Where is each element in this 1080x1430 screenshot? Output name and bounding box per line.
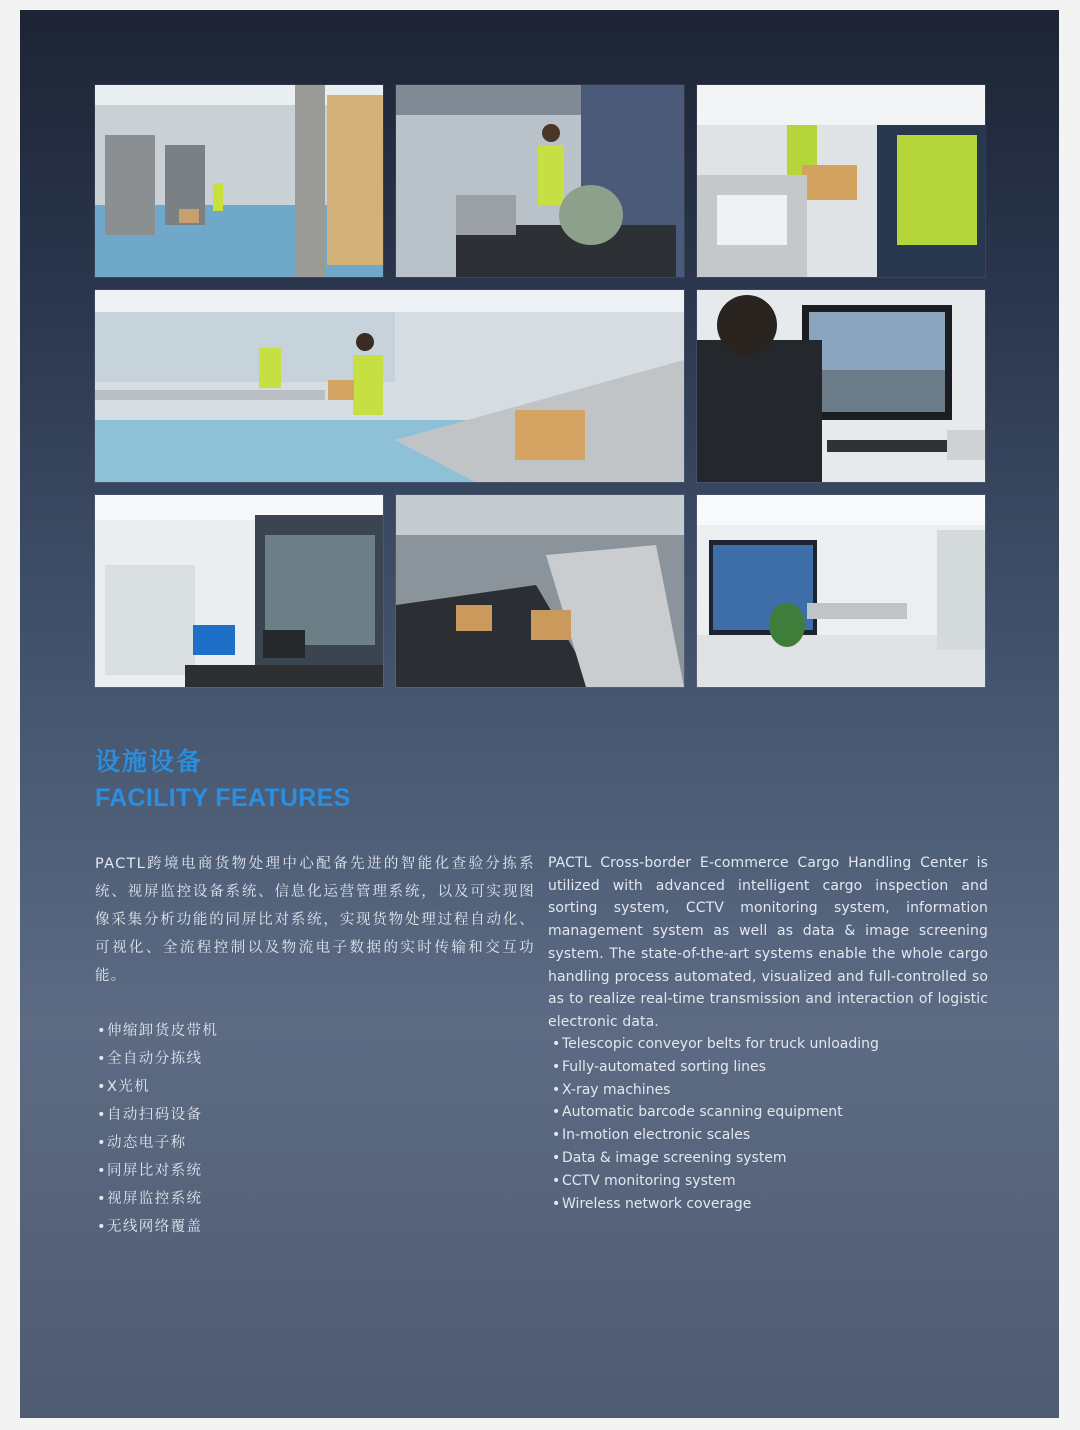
section-title-cn: 设施设备: [95, 747, 204, 776]
control-room-photo: [696, 494, 986, 688]
warehouse-shelves-photo: [94, 84, 384, 278]
list-item: •动态电子称: [97, 1135, 187, 1151]
list-item: • Wireless network coverage: [552, 1195, 752, 1212]
list-item: • Telescopic conveyor belts for truck unloading: [552, 1036, 879, 1052]
feature-list-en: [552, 1033, 879, 1215]
office-workstations-photo: [94, 494, 384, 688]
monitoring-workstation-photo: [696, 289, 986, 483]
sorting-line-photo: [94, 289, 685, 483]
list-item: • Automatic barcode scanning equipment: [552, 1104, 843, 1121]
intro-paragraph-en: PACTL Cross-border E-commerce Cargo Handling Center is utilized with advanced intelligent cargo inspection and sorting system, CCTV monitoring system, information management system as well as data & image screening system. The state-of-the-art systems enable the whole cargo handling process automated, visualized and full-controlled so as to realize real-time transmission and interaction of logistic electronic data.: [548, 855, 988, 1030]
conveyor-operator-photo: [395, 84, 685, 278]
list-item: •伸缩卸货皮带机: [97, 1023, 219, 1039]
list-item: • Data & image screening system: [552, 1149, 787, 1166]
list-item: •无线网络覆盖: [97, 1219, 203, 1235]
brochure-page: [20, 10, 1059, 1418]
intro-paragraph-cn: PACTL跨境电商货物处理中心配备先进的智能化查验分拣系统、视屏监控设备系统、信息化运营管理系统，以及可实现图像采集分析功能的同屏比对系统，实现货物处理过程自动化、可视化、全流程控制以及物流电子数据的实时传输和交互功能。: [95, 856, 535, 984]
sorting-chute-photo: [395, 494, 685, 688]
list-item: • CCTV monitoring system: [552, 1172, 736, 1189]
list-item: • X-ray machines: [552, 1081, 671, 1098]
list-item: •同屏比对系统: [97, 1163, 203, 1179]
list-item: •全自动分拣线: [97, 1051, 203, 1067]
package-scanning-photo: [696, 84, 986, 278]
section-title-en: FACILITY FEATURES: [95, 784, 351, 812]
feature-list-cn: [97, 1017, 218, 1241]
list-item: •X光机: [97, 1079, 151, 1095]
list-item: •自动扫码设备: [97, 1107, 203, 1123]
list-item: • Fully-automated sorting lines: [552, 1058, 766, 1075]
list-item: •视屏监控系统: [97, 1191, 203, 1207]
list-item: • In-motion electronic scales: [552, 1127, 751, 1144]
